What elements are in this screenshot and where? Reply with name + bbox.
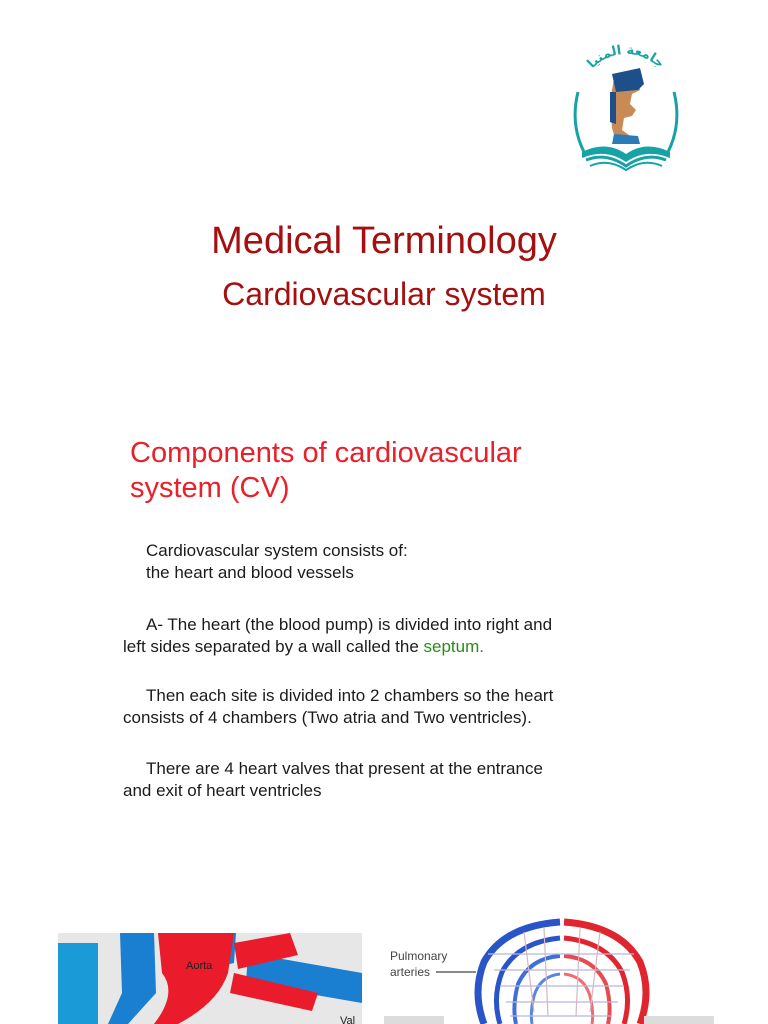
heart-diagram-figure (58, 933, 362, 1024)
paragraph-consists (123, 540, 663, 584)
p4-line2: and exit of heart ventricles (123, 781, 322, 800)
p4-line1: There are 4 heart valves that present at the entrance (146, 759, 543, 778)
section-heading-line2: system (CV) (130, 472, 290, 504)
p2-line2: left sides separated by a wall called the (123, 637, 424, 656)
paragraph-valves (123, 758, 663, 802)
p1-line1: Cardiovascular system consists of: (146, 541, 408, 560)
p2-line1: A- The heart (the blood pump) is divided into right and (146, 615, 553, 634)
p3-line2: consists of 4 chambers (Two atria and Two ventricles). (123, 708, 532, 727)
university-logo-icon (566, 44, 686, 172)
p1-line2: the heart and blood vessels (146, 563, 354, 582)
aorta-label: Aorta (186, 960, 213, 972)
paragraph-chambers (123, 685, 663, 729)
heart-diagram-icon (58, 933, 362, 1024)
page-title: Medical Terminology (211, 220, 557, 262)
septum-highlight: septum. (423, 637, 484, 656)
pulmonary-label-line2: arteries (390, 965, 431, 979)
partial-label: Val (340, 1015, 356, 1024)
pulmonary-diagram-figure (384, 912, 714, 1024)
section-heading-line1: Components of cardiovascular (130, 437, 522, 469)
pulmonary-diagram-icon (384, 912, 714, 1024)
section-heading (130, 436, 650, 506)
logo-text: جامعة المنيا (584, 44, 668, 72)
pulmonary-label-line1: Pulmonary (390, 949, 448, 963)
page-subtitle: Cardiovascular system (222, 276, 546, 312)
paragraph-heart-sides (123, 614, 663, 658)
p3-line1: Then each site is divided into 2 chambers so the heart (146, 686, 554, 705)
